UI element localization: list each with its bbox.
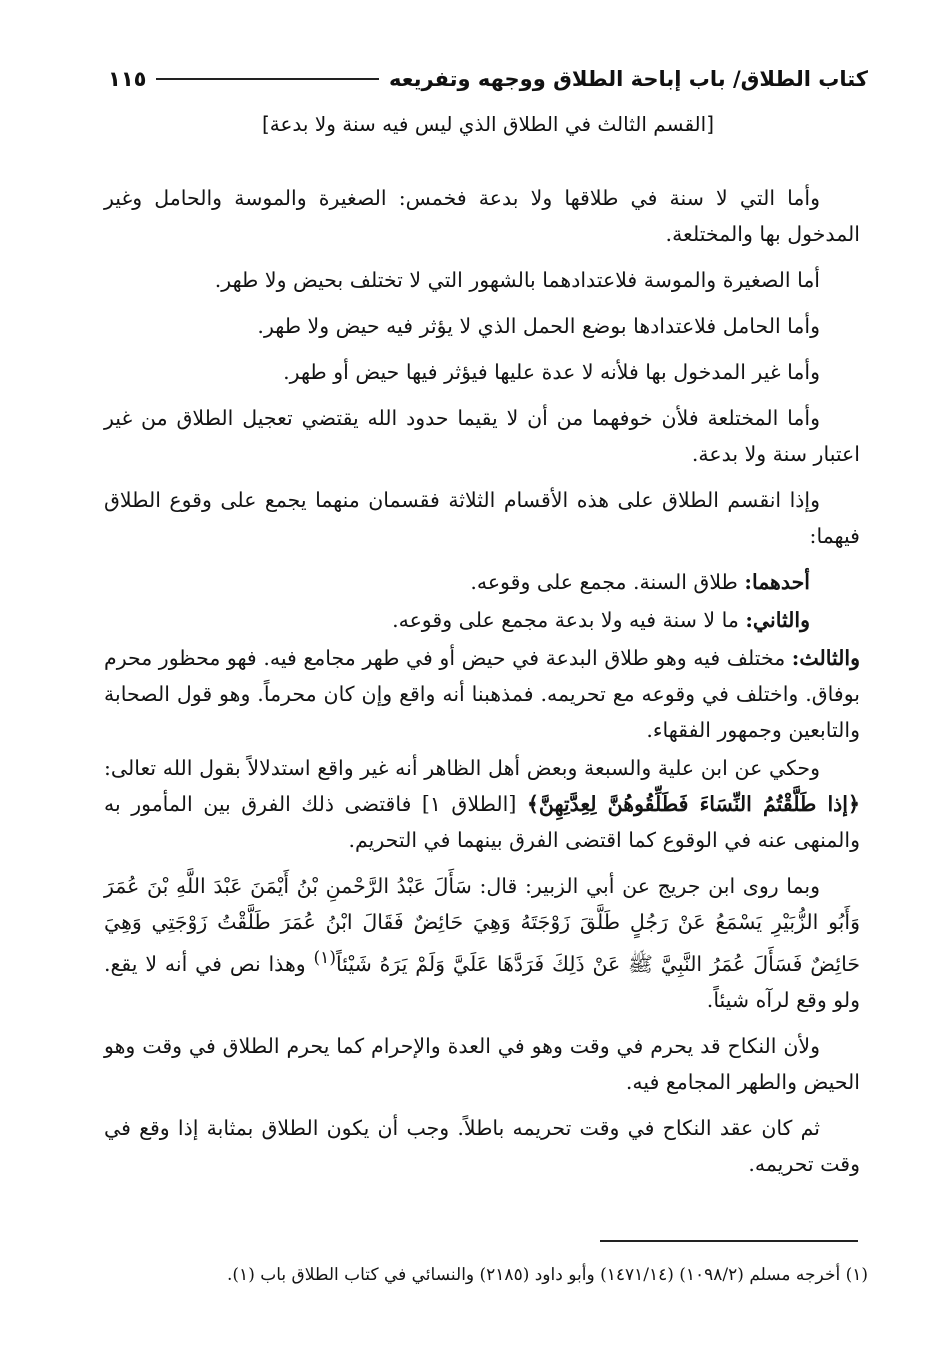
hadith-text: سَأَلَ عَبْدُ الرَّحْمنِ بْنُ أَيْمَنَ عَبْدَ اللَّهِ بْنَ عُمَرَ وَأَبُو الزُّبَيْرِ يَسْمَعُ عَنْ رَجُلٍ طَلَّقَ زَوْجَتَهُ وَهِيَ حَائِضٌ فَقَالَ ابْنُ عُمَرَ طَلَّقْتُ زَوْجَتِي وَهِيَ حَائِضٌ فَسَأَلَ عُمَرُ النَّبِيَّ ﷺ عَنْ ذَلِكَ فَرَدَّهَا عَلَيَّ وَلَمْ يَرَهُ شَيْئاً: [104, 874, 861, 976]
division-lead: والثالث:: [791, 646, 860, 670]
paragraph: وأما الحامل فلاعتدادها بوضع الحمل الذي لا يؤثر فيه حيض ولا طهر.: [257, 314, 820, 338]
division-second: [104, 602, 860, 638]
quran-verse: ﴿إذا طَلَّقْتُمُ النِّسَاءَ فَطَلِّقُوهُنَّ لِعِدَّتِهِنَّ﴾: [526, 792, 860, 816]
paragraph: أما الصغيرة والموسة فلاعتدادهما بالشهور التي لا تختلف بحيض ولا طهر.: [214, 268, 820, 292]
paragraph: وإذا انقسم الطلاق على هذه الأقسام الثلاثة فقسمان منهما يجمع على وقوع الطلاق فيهما:: [104, 488, 860, 548]
page-number: ١١٥: [108, 67, 147, 91]
hikaya-after: [الطلاق ١] فاقتضى ذلك الفرق بين المأمور به والمنهى عنه في الوقوع كما اقتضى الفرق بينهما في التحريم.: [104, 792, 860, 852]
footnote-mark[interactable]: (١): [313, 948, 337, 968]
division-text: طلاق السنة. مجمع على وقوعه.: [470, 570, 745, 594]
paragraph: ولأن النكاح قد يحرم في وقت وهو في العدة والإحرام كما يحرم الطلاق في وقت وهو الحيض والطهر المجامع فيه.: [104, 1033, 860, 1094]
division-third: [104, 640, 860, 748]
division-text: ما لا سنة فيه ولا بدعة مجمع على وقوعه.: [392, 608, 746, 632]
hadith-paragraph: [104, 868, 860, 1018]
division-lead: والثاني:: [745, 608, 810, 632]
hikaya-paragraph: [104, 750, 860, 858]
footnote: (١) أخرجه مسلم (١٠٩٨/٢) (١٤٧١/١٤) وأبو داود (٢١٨٥) والنسائي في كتاب الطلاق باب (١).: [227, 1265, 868, 1285]
paragraph: وأما المختلعة فلأن خوفهما من أن لا يقيما حدود الله يقتضي تعجيل الطلاق من غير اعتبار سنة ولا بدعة.: [104, 406, 860, 466]
footnote-rule: [600, 1240, 858, 1242]
hadith-before: وبما روى ابن جريج عن أبي الزبير: قال:: [471, 874, 820, 898]
paragraph: ثم كان عقد النكاح في وقت تحريمه باطلاً. وجب أن يكون الطلاق بمثابة إذا وقع في وقت تحريمه.: [104, 1115, 860, 1176]
body-text: [104, 180, 860, 1192]
section-title: [القسم الثالث في الطلاق الذي ليس فيه سنة ولا بدعة]: [261, 112, 715, 136]
running-title: كتاب الطلاق/ باب إباحة الطلاق ووجهه وتفريعه: [389, 67, 868, 91]
header-rule: [156, 78, 379, 80]
division-text: مختلف فيه وهو طلاق البدعة في حيض أو في طهر مجامع فيه. فهو محظور محرم بوفاق. واختلف في وقوعه مع تحريمه. فمذهبنا أنه واقع وإن كان محرماً. وهو قول الصحابة والتابعين وجمهور الفقهاء.: [104, 646, 860, 742]
hikaya-before: وحكي عن ابن علية والسبعة وبعض أهل الظاهر أنه غير واقع استدلالاً بقول الله تعالى:: [104, 756, 820, 780]
division-first: [104, 564, 860, 600]
division-lead: أحدهما:: [744, 570, 810, 594]
hadith-after: وهذا نص في أنه لا يقع. ولو وقع لرآه شيئاً.: [104, 951, 860, 1012]
paragraph: وأما غير المدخول بها فلأنه لا عدة عليها فيؤثر فيها حيض أو طهر.: [283, 360, 820, 384]
running-header: [108, 62, 868, 96]
paragraph: وأما التي لا سنة في طلاقها ولا بدعة فخمس: الصغيرة والموسة والحامل وغير المدخول بها والمختلعة.: [104, 186, 860, 246]
